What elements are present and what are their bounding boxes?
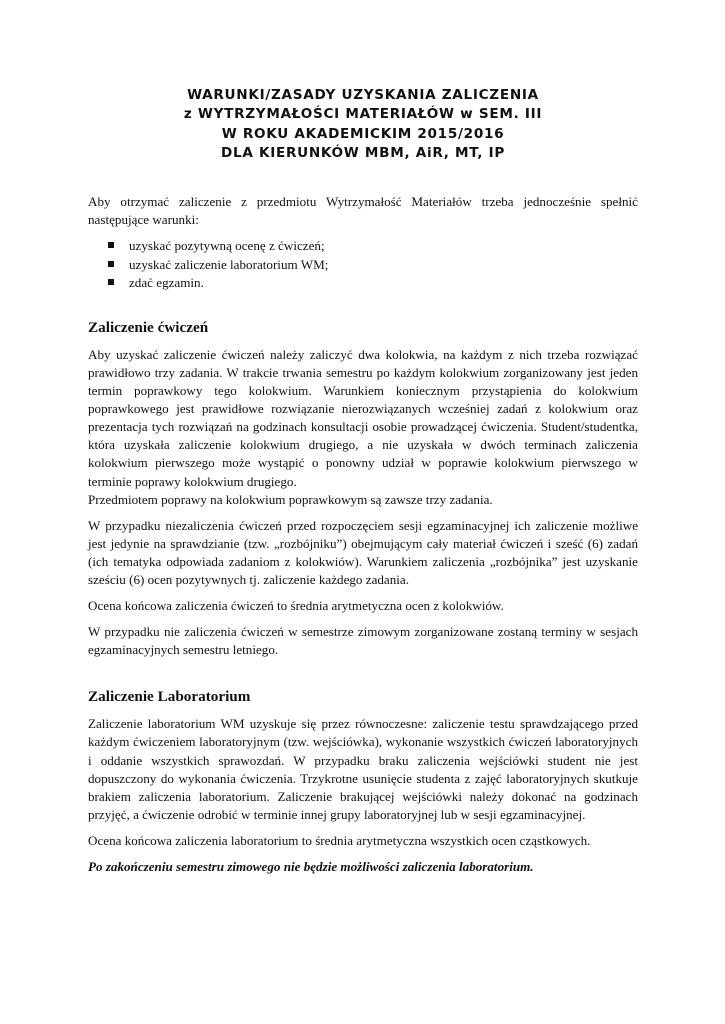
square-bullet-icon xyxy=(108,279,114,285)
title-line-2: z WYTRZYMAŁOŚCI MATERIAŁÓW w SEM. III xyxy=(183,106,543,123)
exercises-p1-text: Aby uzyskać zaliczenie ćwiczeń należy zaliczyć dwa kolokwia, na każdym z nich trzeba rozwiązać prawidłowo trzy zadania. W trakcie trwania semestru po każdym kolokwium zorganizowany jest jeden termin poprawkowy tego kolokwium. Warunkiem koniecznym przystąpienia do kolokwium poprawkowego jest prawidłowe rozwiązanie nierozwiązanych wcześniej zadań z kolokwium oraz prezentacja tych rozwiązań na godzinach konsultacji osobie prowadzącej ćwiczenia. Student/studentka, która uzyskała zaliczenie kolokwium drugiego, a nie uzyskała w dwóch terminach zaliczenia kolokwium pierwszego może wystąpić o ponowny udział w poprawie kolokwium pierwszego w terminie poprawy kolokwium drugiego. xyxy=(88,346,638,489)
square-bullet-icon xyxy=(108,261,114,267)
exercises-paragraph-1 xyxy=(88,346,638,509)
list-item-text: uzyskać zaliczenie laboratorium WM; xyxy=(129,256,329,272)
intro-paragraph: Aby otrzymać zaliczenie z przedmiotu Wytrzymałość Materiałów trzeba jednocześnie spełnić następujące warunki: xyxy=(88,194,638,228)
list-item-text: zdać egzamin. xyxy=(129,275,204,291)
exercises-paragraph-4: W przypadku nie zaliczenia ćwiczeń w semestrze zimowym zorganizowane zostaną terminy w sesjach egzaminacyjnych semestru letniego. xyxy=(88,624,638,658)
laboratory-note: Po zakończeniu semestru zimowego nie będzie możliwości zaliczenia laboratorium. xyxy=(88,859,534,875)
laboratory-paragraph-2: Ocena końcowa zaliczenia laboratorium to średnia arytmetyczna wszystkich ocen cząstkowych. xyxy=(88,832,591,848)
title-line-3: W ROKU AKADEMICKIM 2015/2016 xyxy=(221,125,505,142)
document-title xyxy=(88,86,638,163)
exercises-paragraph-3: Ocena końcowa zaliczenia ćwiczeń to średnia arytmetyczna ocen z kolokwiów. xyxy=(88,598,504,614)
exercises-heading: Zaliczenie ćwiczeń xyxy=(88,318,209,336)
list-item xyxy=(108,274,638,293)
exercises-p1b-text: Przedmiotem poprawy na kolokwium poprawkowym są zawsze trzy zadania. xyxy=(88,491,493,507)
document-page xyxy=(88,86,638,876)
list-item xyxy=(108,256,638,275)
square-bullet-icon xyxy=(108,242,114,248)
requirements-list xyxy=(88,237,638,293)
exercises-paragraph-2: W przypadku niezaliczenia ćwiczeń przed rozpoczęciem sesji egzaminacyjnej ich zaliczenie możliwe jest jedynie na sprawdzianie (tzw. „rozbójniku”) obejmującym cały materiał ćwiczeń i sześć (6) zadań (ich tematyka odpowiada zadaniom z kolokwiów). Warunkiem zaliczenia „rozbójnika” jest uzyskanie sześciu (6) ocen pozytywnych tj. zaliczenie każdego zadania. xyxy=(88,517,638,587)
title-line-1: WARUNKI/ZASADY UZYSKANIA ZALICZENIA xyxy=(187,87,539,103)
laboratory-heading: Zaliczenie Laboratorium xyxy=(88,688,251,706)
title-line-4: DLA KIERUNKÓW MBM, AiR, MT, IP xyxy=(220,144,506,161)
list-item-text: uzyskać pozytywną ocenę z ćwiczeń; xyxy=(129,238,325,254)
list-item xyxy=(108,237,638,256)
laboratory-paragraph-1: Zaliczenie laboratorium WM uzyskuje się przez równoczesne: zaliczenie testu sprawdzającego przed każdym ćwiczeniem laboratoryjnym (tzw. wejściówka), wykonanie wszystkich ćwiczeń laboratoryjnych i oddanie wszystkich sprawozdań. W przypadku braku zaliczenia wejściówki student nie jest dopuszczony do wykonania ćwiczenia. Trzykrotne usunięcie studenta z zajęć laboratoryjnych skutkuje brakiem zaliczenia laboratorium. Zaliczenie brakującej wejściówki należy dokonać na godzinach przyjęć, a ćwiczenie odrobić w terminie innej grupy laboratoryjnej lub w sesji egzaminacyjnej. xyxy=(88,716,638,822)
